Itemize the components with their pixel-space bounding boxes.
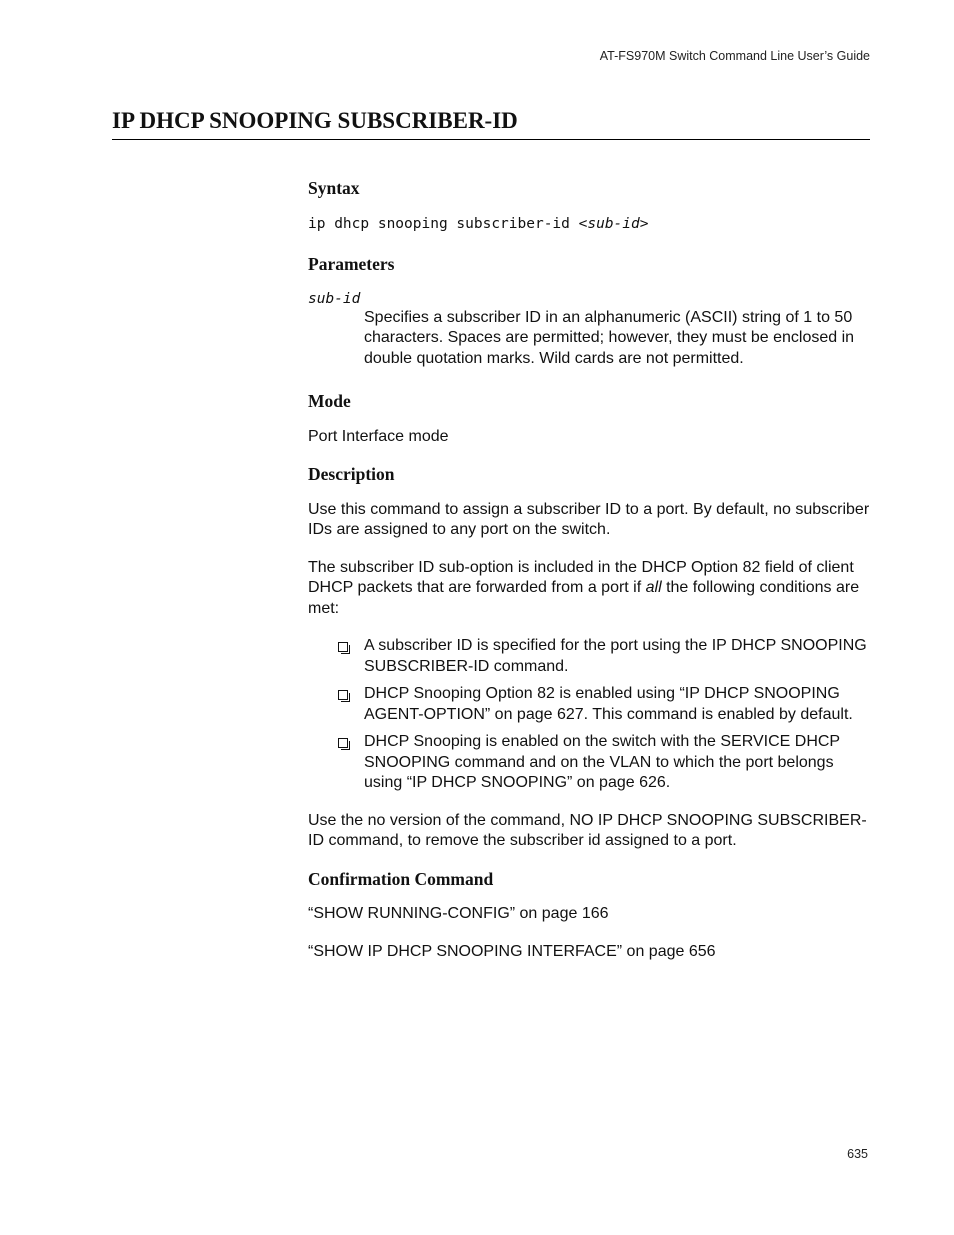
list-item: [308, 636, 870, 677]
list-item-text: DHCP Snooping Option 82 is enabled using “IP DHCP SNOOPING AGENT-OPTION” on page 627. This command is enabled by default.: [364, 685, 853, 723]
list-item-text: A subscriber ID is specified for the port using the IP DHCP SNOOPING SUBSCRIBER-ID command.: [364, 637, 867, 675]
syntax-heading: Syntax: [308, 178, 360, 198]
description-paragraph-3: Use the no version of the command, NO IP DHCP SNOOPING SUBSCRIBER-ID command, to remove the subscriber id assigned to a port.: [308, 811, 867, 849]
description-paragraph-1: Use this command to assign a subscriber ID to a port. By default, no subscriber IDs are assigned to any port on the switch.: [308, 500, 870, 538]
parameter-description: Specifies a subscriber ID in an alphanumeric (ASCII) string of 1 to 50 characters. Spaces are permitted; however, they must be enclosed in double quotation marks. Wild cards are not permitted.: [364, 308, 855, 367]
parameters-heading: Parameters: [308, 254, 395, 274]
confirmation-heading: Confirmation Command: [308, 868, 494, 889]
command-content: [308, 178, 870, 979]
paragraph-2-text-end: the following conditions are met:: [308, 579, 860, 617]
mode-heading: Mode: [308, 391, 351, 411]
checkbox-bullet-icon: [338, 690, 348, 700]
list-item: [308, 732, 870, 794]
confirmation-ref-snooping-interface[interactable]: “SHOW IP DHCP SNOOPING INTERFACE” on page 656: [308, 942, 716, 960]
checkbox-bullet-icon: [338, 642, 348, 652]
description-heading: Description: [308, 464, 395, 484]
list-item: [308, 684, 870, 725]
emphasis-all: all: [645, 579, 662, 596]
mode-text: Port Interface mode: [308, 427, 449, 445]
list-item-text: DHCP Snooping is enabled on the switch with the SERVICE DHCP SNOOPING command and on the VLAN to which the port belongs using “IP DHCP SNOOPING” on page 626.: [364, 733, 840, 791]
syntax-argument: sub-id: [587, 215, 640, 232]
conditions-list: [308, 636, 870, 794]
checkbox-bullet-icon: [338, 738, 348, 748]
parameter-name: sub-id: [308, 290, 361, 307]
syntax-command: [308, 214, 870, 235]
running-header: AT-FS970M Switch Command Line User’s Guide: [599, 49, 870, 63]
description-paragraph-2: [308, 558, 870, 620]
syntax-command-text: ip dhcp snooping subscriber-id <: [308, 215, 588, 232]
confirmation-ref-running-config[interactable]: “SHOW RUNNING-CONFIG” on page 166: [308, 905, 609, 922]
page-title: IP DHCP SNOOPING SUBSCRIBER-ID: [112, 106, 870, 140]
syntax-close: >: [639, 215, 649, 232]
page-number: 635: [847, 1147, 868, 1161]
paragraph-2-text: The subscriber ID sub-option is included in the DHCP Option 82 field of client DHCP packets that are forwarded from a port if: [308, 558, 854, 596]
